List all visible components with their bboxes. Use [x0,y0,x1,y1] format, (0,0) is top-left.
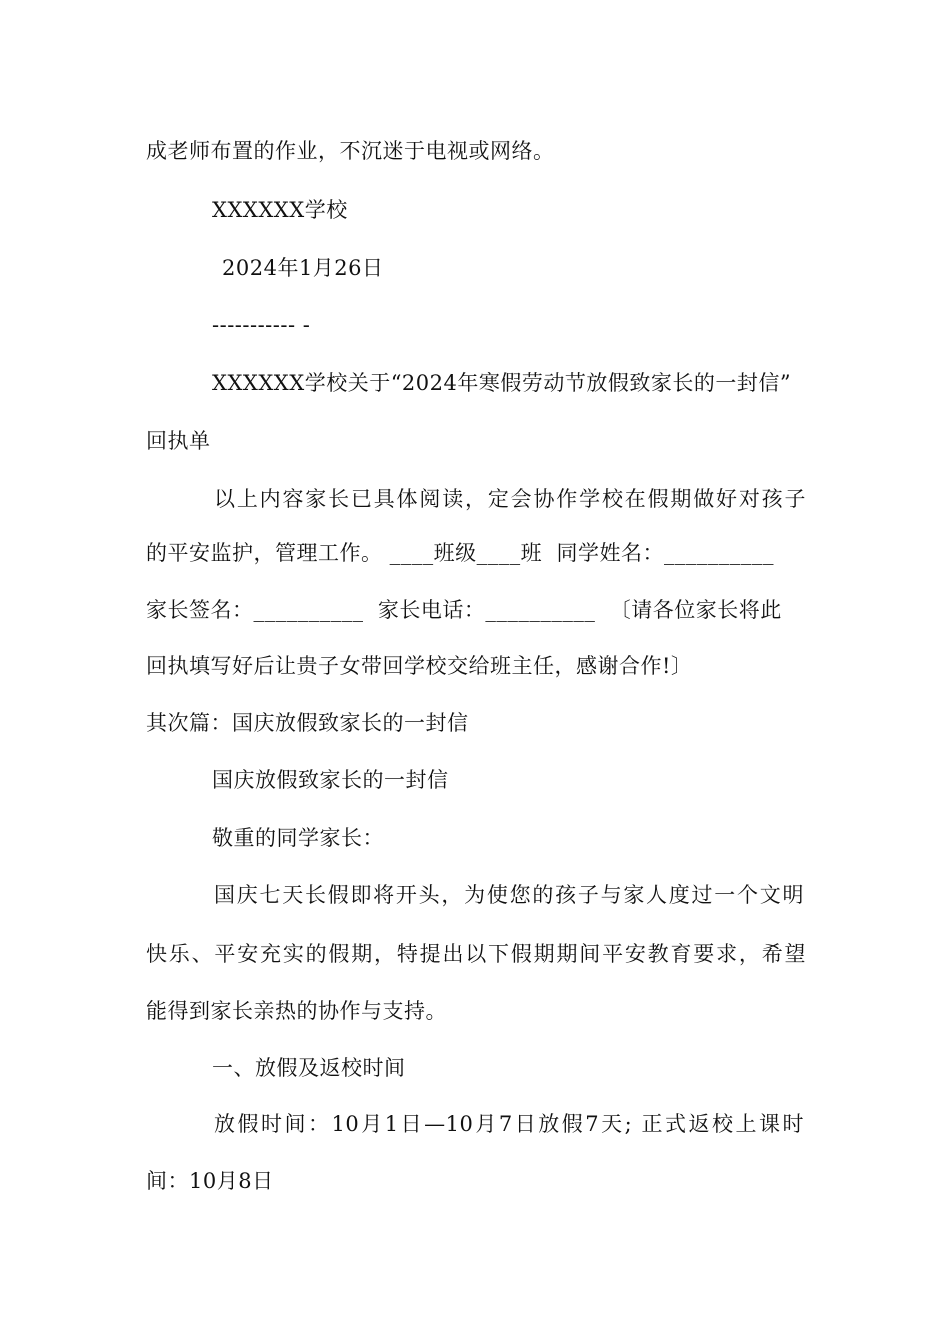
letter-title: 国庆放假致家长的一封信 [212,768,449,792]
receipt-fields-line: 的平安监护，管理工作。 ____班级____班 同学姓名：__________ [146,541,775,565]
school-signature: XXXXXX学校 [212,198,348,222]
letter-salutation: 敬重的同学家长： [212,826,384,850]
subsection-heading: 一、放假及返校时间 [212,1056,406,1080]
body-text-line: 成老师布置的作业，不沉迷于电视或网络。 [146,139,555,163]
receipt-body-line: 以上内容家长已具体阅读，定会协作学校在假期做好对孩子 [214,487,806,511]
letter-body-line: 能得到家长亲热的协作与支持。 [146,999,447,1023]
receipt-title-continued: 回执单 [146,429,211,453]
receipt-note-line: 回执填写好后让贵子女带回学校交给班主任，感谢合作!〕 [146,654,693,678]
letter-body-line: 快乐、平安充实的假期，特提出以下假期期间平安教育要求，希望 [146,942,806,966]
letter-body-line: 国庆七天长假即将开头，为使您的孩子与家人度过一个文明 [214,883,804,907]
separator-line: ----------- - [212,313,311,337]
receipt-title: XXXXXX学校关于“2024年寒假劳动节放假致家长的一封信” [212,371,792,395]
signature-date: 2024年1月26日 [222,256,384,280]
letter-body-line: 放假时间：10月1日—10月7日放假7天; 正式返校上课时 [214,1112,804,1136]
receipt-fields-line: 家长签名：__________ 家长电话：__________ 〔请各位家长将此 [146,598,782,622]
letter-body-line: 间：10月8日 [146,1169,274,1193]
section-heading: 其次篇：国庆放假致家长的一封信 [146,711,469,735]
